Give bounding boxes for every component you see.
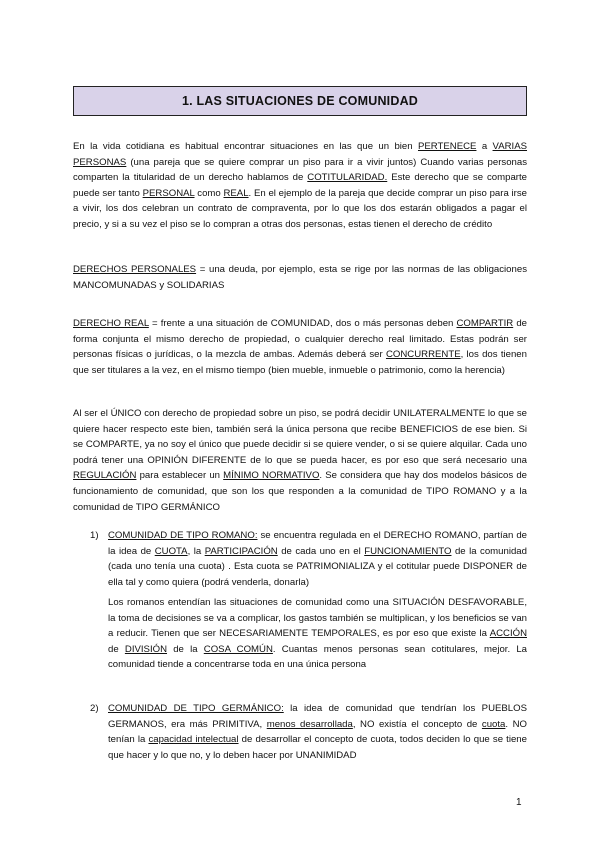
paragraph-intro: En la vida cotidiana es habitual encontrar situaciones en las que un bien PERTENECE a VARIAS PERSONAS (una pareja que se quiere comprar un piso para ir a vivir juntos) Cuando varias personas comparten la titularidad de un derecho hablamos de COTITULARIDAD. Este derecho que se comparte puede ser tanto PERSONAL como REAL. En el ejemplo de la pareja que decide comprar un piso para irse a vivir, los dos celebran un contrato de compraventa, por lo que los dos estarán obligados a pagar el precio, y si a su vez el piso se lo compran a otras dos personas, estas tienen el derecho de crédito [73, 141, 528, 230]
paragraph-derecho-real: DERECHO REAL = frente a una situación de COMUNIDAD, dos o más personas deben COMPARTIR de forma conjunta el mismo derecho de propiedad, o cualquier derecho real limitado. Estas podrán ser personas físicas o jurídicas, o la mezcla de ambas. Además deberá ser CONCURRENTE, los dos tienen que ser titulares a la vez, en el mismo tiempo (bien mueble, inmueble o patrimonio, como la herencia) [73, 318, 527, 376]
list-item-comunidad-germanico: 2) COMUNIDAD DE TIPO GERMÁNICO: la idea de comunidad que tendrían los PUEBLOS GERMANOS, era más PRIMITIVA, menos desarrollada, NO existía el concepto de cuota. NO tenían la capacidad intelectual de desarrollar el concepto de cuota, todos deciden lo que se tiene que hacer y lo que no, y lo deben hacer por UNANIMIDAD [90, 703, 527, 761]
paragraph-unico-propietario: Al ser el ÚNICO con derecho de propiedad sobre un piso, se podrá decidir UNILATERALMENTE lo que se quiere hacer respecto este bien, también será la única persona que recibe BENEFICIOS de ese bien. Si se COMPARTE, ya no soy el único que puede decidir si se quiere vender, o si se quiere alquilar. Cada uno podrá tener una OPINIÓN DIFERENTE de lo que se pueda hacer, es por eso que será necesario una REGULACIÓN para establecer un MÍNIMO NORMATIVO. Se considera que hay dos modelos básicos de funcionamiento de comunidad, que son los que responden a la comunidad de TIPO ROMANO y a la comunidad de TIPO GERMÁNICO [73, 408, 527, 513]
paragraph-derechos-personales: DERECHOS PERSONALES = una deuda, por ejemplo, esta se rige por las normas de las obligaciones MANCOMUNADAS y SOLIDARIAS [73, 264, 527, 291]
list-number: 1) [90, 530, 99, 541]
list-number: 2) [90, 703, 99, 714]
list-item-romano-detail: Los romanos entendían las situaciones de comunidad como una SITUACIÓN DESFAVORABLE, la toma de decisiones se va a complicar, los gastos también se multiplican, y los beneficios se van a reducir. Tienen que ser NECESARIAMENTE TEMPORALES, es por eso que existe la ACCIÓN de DIVISIÓN de la COSA COMÚN. Cuantas menos personas sean cotitulares, mejor. La comunidad tiende a concentrarse toda en una única persona [108, 597, 527, 671]
page-number: 1 [516, 797, 522, 808]
section-title: 1. LAS SITUACIONES DE COMUNIDAD [73, 86, 527, 116]
list-item-comunidad-romano: 1) COMUNIDAD DE TIPO ROMANO: se encuentra regulada en el DERECHO ROMANO, partían de la idea de CUOTA, la PARTICIPACIÓN de cada uno en el FUNCIONAMIENTO de la comunidad (cada uno tenía una cuota) . Esta cuota se PATRIMONIALIZA y el cotitular puede DISPONER de ella tal y como quiera (podrá venderla, donarla) [90, 530, 527, 588]
